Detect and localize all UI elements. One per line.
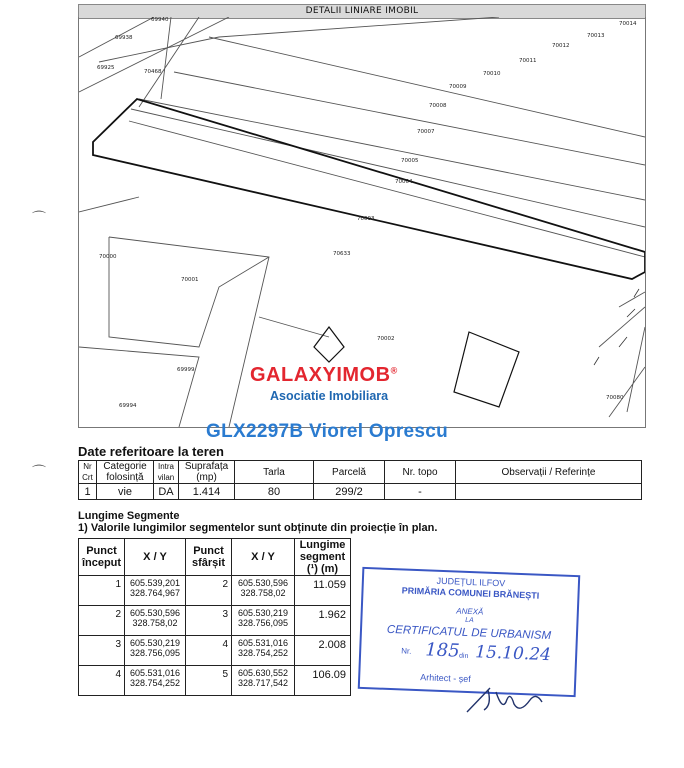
cell: vie xyxy=(97,484,154,500)
stamp-certificate: CERTIFICATUL DE URBANISM xyxy=(386,623,552,643)
parcel-label: 70080 xyxy=(606,395,624,401)
listing-reference: GLX2297B Viorel Oprescu xyxy=(206,421,449,442)
end-point: 2 xyxy=(186,576,232,606)
coord-y: 328.717,542 xyxy=(237,678,289,688)
end-point: 3 xyxy=(186,606,232,636)
cell: 1 xyxy=(79,484,97,500)
parcel-label: 69940 xyxy=(151,17,169,23)
cell: DA xyxy=(154,484,179,500)
start-coords xyxy=(125,576,186,606)
coord-x: 605.530,596 xyxy=(129,608,181,618)
segments-note: 1) Valorile lungimilor segmentelor sunt obținute din proiecție în plan. xyxy=(78,522,438,534)
map-title: DETALII LINIARE IMOBIL xyxy=(78,4,646,19)
segments-title: Lungime Segmente xyxy=(78,510,180,522)
coord-x: 605.531,016 xyxy=(237,638,289,648)
col-header: Punct sfârșit xyxy=(186,539,232,576)
table-row xyxy=(79,484,642,500)
coord-x: 605.531,016 xyxy=(129,668,181,678)
end-point: 5 xyxy=(186,666,232,696)
end-coords xyxy=(232,576,295,606)
watermark-brand-part1: GALAXY xyxy=(250,364,337,386)
parcel-label: 70633 xyxy=(333,251,351,257)
coord-y: 328.754,252 xyxy=(129,678,181,688)
stamp-nr-label: Nr. xyxy=(401,646,412,656)
start-coords xyxy=(125,666,186,696)
parcel-label: 70005 xyxy=(401,158,419,164)
cell: 299/2 xyxy=(314,484,385,500)
col-header: X / Y xyxy=(125,539,186,576)
cell xyxy=(456,484,642,500)
start-point: 4 xyxy=(79,666,125,696)
start-coords xyxy=(125,606,186,636)
parcel-label: 70468 xyxy=(144,69,162,75)
table-row xyxy=(79,606,351,636)
coord-y: 328.758,02 xyxy=(132,618,178,628)
parcel-label: 70010 xyxy=(483,71,501,77)
end-point: 4 xyxy=(186,636,232,666)
property-boundary xyxy=(93,99,645,279)
registered-mark: ® xyxy=(390,365,398,376)
coord-x: 605.530,596 xyxy=(237,578,289,588)
end-coords xyxy=(232,636,295,666)
coord-x: 605.539,201 xyxy=(129,578,181,588)
parcel-label: 70011 xyxy=(519,58,537,64)
start-point: 1 xyxy=(79,576,125,606)
parcel-label: 69938 xyxy=(115,35,133,41)
signature xyxy=(462,680,552,720)
parcel-label: 70000 xyxy=(99,254,117,260)
segments-table xyxy=(78,538,351,696)
parcel-label: 70002 xyxy=(377,336,395,342)
scan-mark: ⌒ xyxy=(32,465,46,481)
parcel-label: 69925 xyxy=(97,65,115,71)
table-header-row xyxy=(79,461,642,484)
coord-x: 605.530,219 xyxy=(237,608,289,618)
parcel-label: 70001 xyxy=(181,277,199,283)
parcel-label: 70013 xyxy=(587,33,605,39)
cell: 1.414 xyxy=(179,484,235,500)
segment-length: 106.09 xyxy=(295,666,351,696)
coord-x: 605.530,219 xyxy=(129,638,181,648)
start-point: 2 xyxy=(79,606,125,636)
land-data-table xyxy=(78,460,642,500)
segment-length: 11.059 xyxy=(295,576,351,606)
table-row xyxy=(79,666,351,696)
cell: 80 xyxy=(235,484,314,500)
col-header: Categorie folosință xyxy=(97,461,154,484)
col-header: Nr. topo xyxy=(385,461,456,484)
watermark-brand-part2: IMOB xyxy=(336,364,391,386)
watermark-subtitle: Asociatie Imobiliara xyxy=(270,389,389,403)
stamp-din-label: din xyxy=(458,652,469,660)
col-header: Parcelă xyxy=(314,461,385,484)
col-header: Punct început xyxy=(79,539,125,576)
col-header: Lungime segment (¹) (m) xyxy=(295,539,351,576)
watermark-logo xyxy=(250,364,398,387)
table-row xyxy=(79,636,351,666)
stamp-la: LA xyxy=(465,616,474,625)
table-header-row xyxy=(79,539,351,576)
stamp-date-value: 15.10.24 xyxy=(474,642,552,666)
parcel-label: 69999 xyxy=(177,367,195,373)
col-header: Intra vilan xyxy=(154,461,179,484)
parcel-label: 70009 xyxy=(449,84,467,90)
stamp-annex: ANEXĂ xyxy=(456,606,484,617)
right-edge-marks xyxy=(594,289,639,365)
coord-y: 328.764,967 xyxy=(129,588,181,598)
urbanism-stamp xyxy=(358,567,581,697)
col-header: Nr Crt xyxy=(79,461,97,484)
cell: - xyxy=(385,484,456,500)
coord-x: 605.630,552 xyxy=(237,668,289,678)
table-row xyxy=(79,576,351,606)
parcel-label: 69994 xyxy=(119,403,137,409)
segment-length: 2.008 xyxy=(295,636,351,666)
parcel-label: 70003 xyxy=(357,216,375,222)
start-coords xyxy=(125,636,186,666)
stamp-nr-value: 185 xyxy=(424,639,461,662)
coord-y: 328.756,095 xyxy=(237,618,289,628)
end-coords xyxy=(232,666,295,696)
start-point: 3 xyxy=(79,636,125,666)
land-data-title: Date referitoare la teren xyxy=(78,444,224,459)
parcel-label: 70014 xyxy=(619,21,637,27)
coord-y: 328.756,095 xyxy=(129,648,181,658)
col-header: Suprafața (mp) xyxy=(179,461,235,484)
col-header: Observații / Referințe xyxy=(456,461,642,484)
stamp-institution: PRIMĂRIA COMUNEI BRĂNEȘTI xyxy=(401,585,540,601)
segment-length: 1.962 xyxy=(295,606,351,636)
parcel-label: 70004 xyxy=(395,179,413,185)
col-header: Tarla xyxy=(235,461,314,484)
parcel-label: 70008 xyxy=(429,103,447,109)
coord-y: 328.758,02 xyxy=(240,588,286,598)
parcel-label: 70007 xyxy=(417,129,435,135)
col-header: X / Y xyxy=(232,539,295,576)
parcel-label: 70012 xyxy=(552,43,570,49)
stamp-county: JUDEȚUL ILFOV xyxy=(436,575,506,589)
coord-y: 328.754,252 xyxy=(237,648,289,658)
stamp-footer: Arhitect - șef xyxy=(420,672,471,685)
end-coords xyxy=(232,606,295,636)
scan-mark: ⌒ xyxy=(32,211,46,227)
